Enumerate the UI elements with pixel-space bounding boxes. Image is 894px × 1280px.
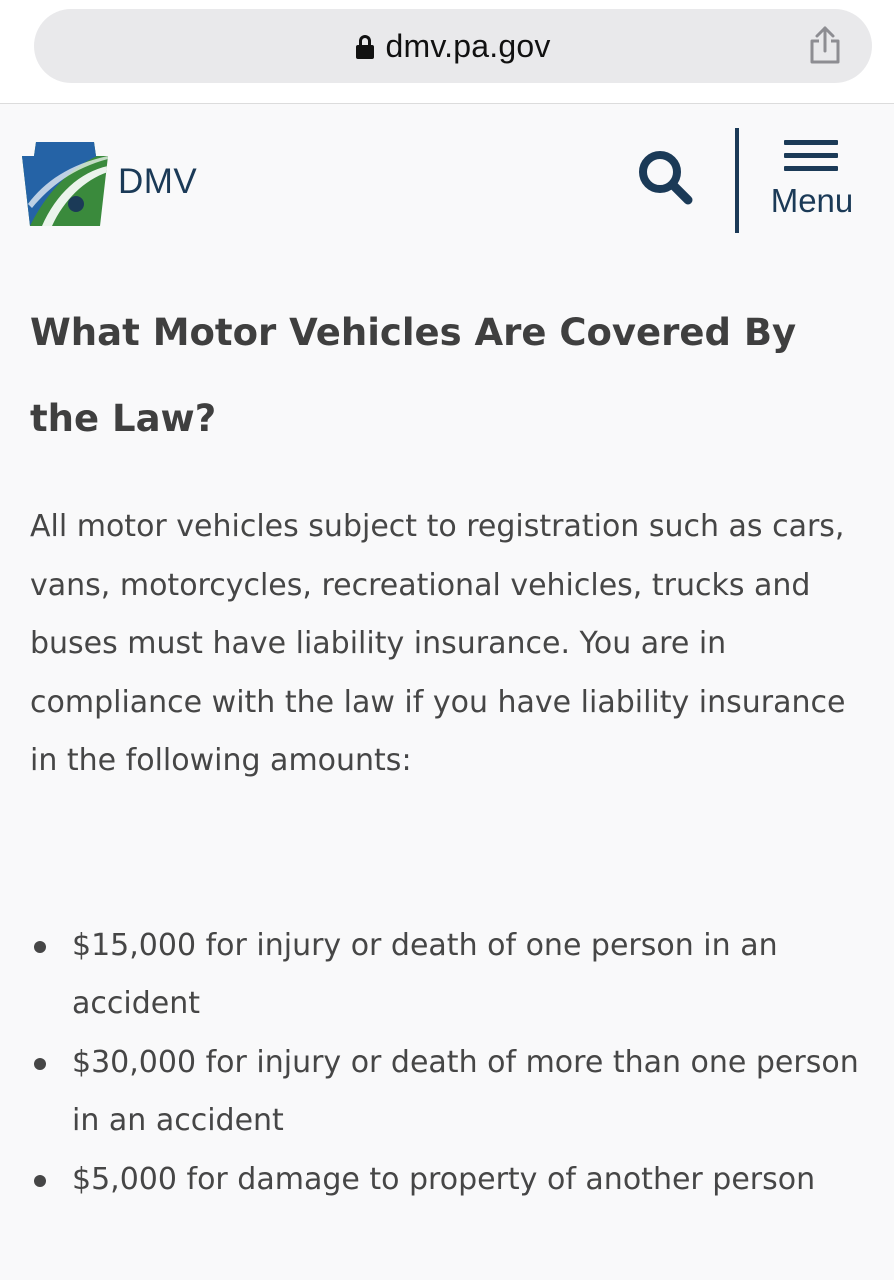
lock-icon [355,35,375,59]
header-divider [735,128,739,233]
list-item-text: $5,000 for damage to property of another person [72,1161,816,1197]
article-content [30,290,860,1209]
list-item [30,917,860,1034]
share-icon[interactable] [808,25,842,65]
article-heading: What Motor Vehicles Are Covered By the Law? [30,311,797,440]
search-icon[interactable] [636,148,694,206]
menu-label: Menu [770,182,854,219]
browser-toolbar [0,0,894,104]
bullet-dot [34,1175,46,1187]
keystone-logo[interactable] [22,142,108,226]
site-header [0,104,894,254]
menu-button[interactable] [760,136,864,220]
list-item [30,1151,860,1210]
address-bar[interactable] [34,9,872,83]
list-item-text: $30,000 for injury or death of more than one person in an accident [72,1044,859,1138]
list-item-text: $15,000 for injury or death of one person in an accident [72,927,778,1021]
coverage-list [30,917,860,1210]
article-paragraph: All motor vehicles subject to registration such as cars, vans, motorcycles, recreational vehicles, trucks and buses must have liability insurance. You are in compliance with the law if you have liability insurance in the following amounts: [30,509,846,778]
bullet-dot [34,1058,46,1070]
url-text: dmv.pa.gov [385,27,551,64]
site-brand[interactable]: DMV [118,162,198,201]
hamburger-icon [784,140,838,172]
bullet-dot [34,941,46,953]
url-display [34,9,872,83]
list-item [30,1034,860,1151]
